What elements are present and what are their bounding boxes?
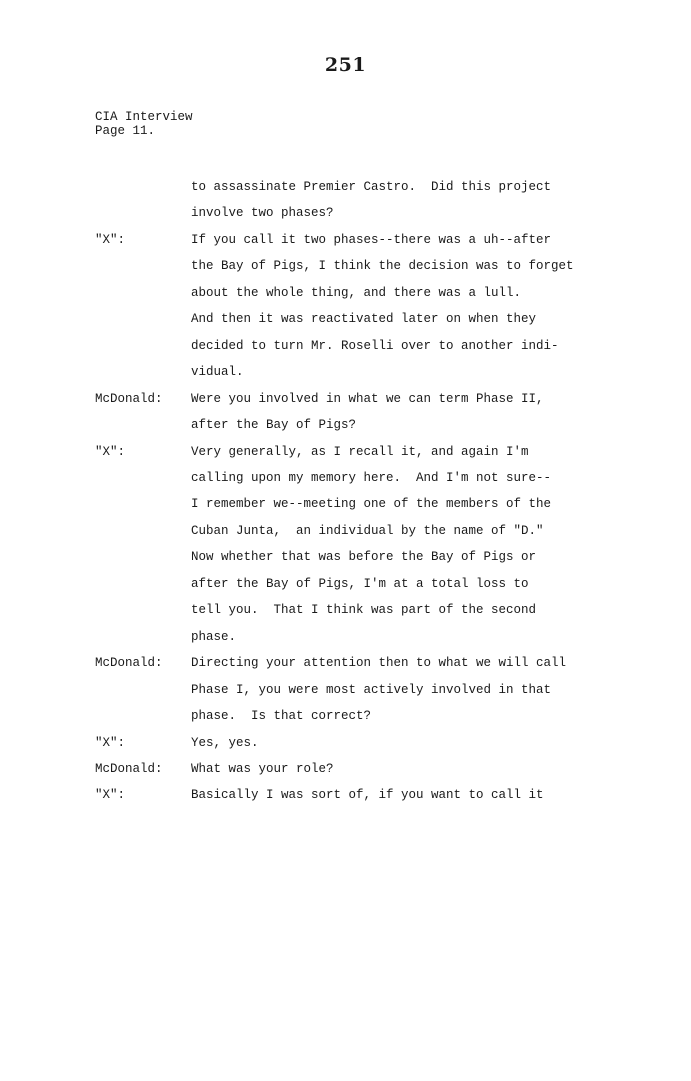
text-line: Basically I was sort of, if you want to call it (191, 788, 544, 803)
transcript-entry (95, 650, 655, 729)
speech-text (191, 227, 655, 386)
text-line: And then it was reactivated later on when they (191, 312, 537, 327)
text-line: I remember we--meeting one of the members of the (191, 497, 552, 512)
text-line: Cuban Junta, an individual by the name of "D." (191, 523, 544, 538)
speech-text (191, 782, 655, 808)
speaker-label: "X": (95, 232, 126, 247)
transcript-entry (95, 174, 655, 227)
text-line: to assassinate Premier Castro. Did this project (191, 180, 552, 194)
text-line: after the Bay of Pigs, I'm at a total loss to (191, 576, 529, 591)
speaker-label: McDonald: (95, 656, 163, 671)
text-line: Directing your attention then to what we will call (191, 656, 567, 671)
transcript-entry (95, 730, 655, 756)
text-line: If you call it two phases--there was a uh--after (191, 232, 552, 247)
speaker-label (95, 174, 191, 227)
transcript-entry (95, 782, 655, 808)
text-line: Yes, yes. (191, 735, 259, 750)
page-label: Page 11. (95, 124, 156, 138)
text-line: Were you involved in what we can term Phase II, (191, 391, 544, 406)
transcript-entry (95, 756, 655, 782)
text-line: about the whole thing, and there was a lull. (191, 285, 522, 300)
speech-text (191, 730, 655, 756)
speaker-label: "X": (95, 444, 126, 459)
text-line: What was your role? (191, 761, 334, 776)
text-line: calling upon my memory here. And I'm not sure-- (191, 470, 552, 485)
speaker-label: "X": (95, 735, 126, 750)
text-line: Very generally, as I recall it, and again I'm (191, 444, 529, 459)
text-line: the Bay of Pigs, I think the decision was to forget (191, 259, 574, 274)
text-line: Now whether that was before the Bay of Pigs or (191, 550, 537, 565)
text-line: tell you. That I think was part of the second (191, 603, 537, 618)
speech-text (191, 386, 655, 439)
speech-text (191, 174, 655, 227)
transcript-entry (95, 439, 655, 651)
transcript (95, 174, 655, 809)
speaker-label: "X": (95, 788, 126, 803)
text-line: phase. Is that correct? (191, 709, 372, 724)
speech-text (191, 439, 655, 651)
transcript-entry (95, 386, 655, 439)
speaker-label: McDonald: (95, 761, 163, 776)
page-number: 251 (324, 54, 367, 76)
text-line: involve two phases? (191, 206, 334, 221)
document-title: CIA Interview (95, 110, 193, 124)
text-line: phase. (191, 629, 237, 644)
speech-text (191, 756, 655, 782)
transcript-entry (95, 227, 655, 386)
text-line: Phase I, you were most actively involved in that (191, 682, 552, 697)
speaker-label: McDonald: (95, 391, 163, 406)
speech-text (191, 650, 655, 729)
text-line: after the Bay of Pigs? (191, 418, 357, 433)
text-line: vidual. (191, 365, 244, 380)
text-line: decided to turn Mr. Roselli over to another indi- (191, 338, 559, 353)
document-header (95, 110, 193, 138)
